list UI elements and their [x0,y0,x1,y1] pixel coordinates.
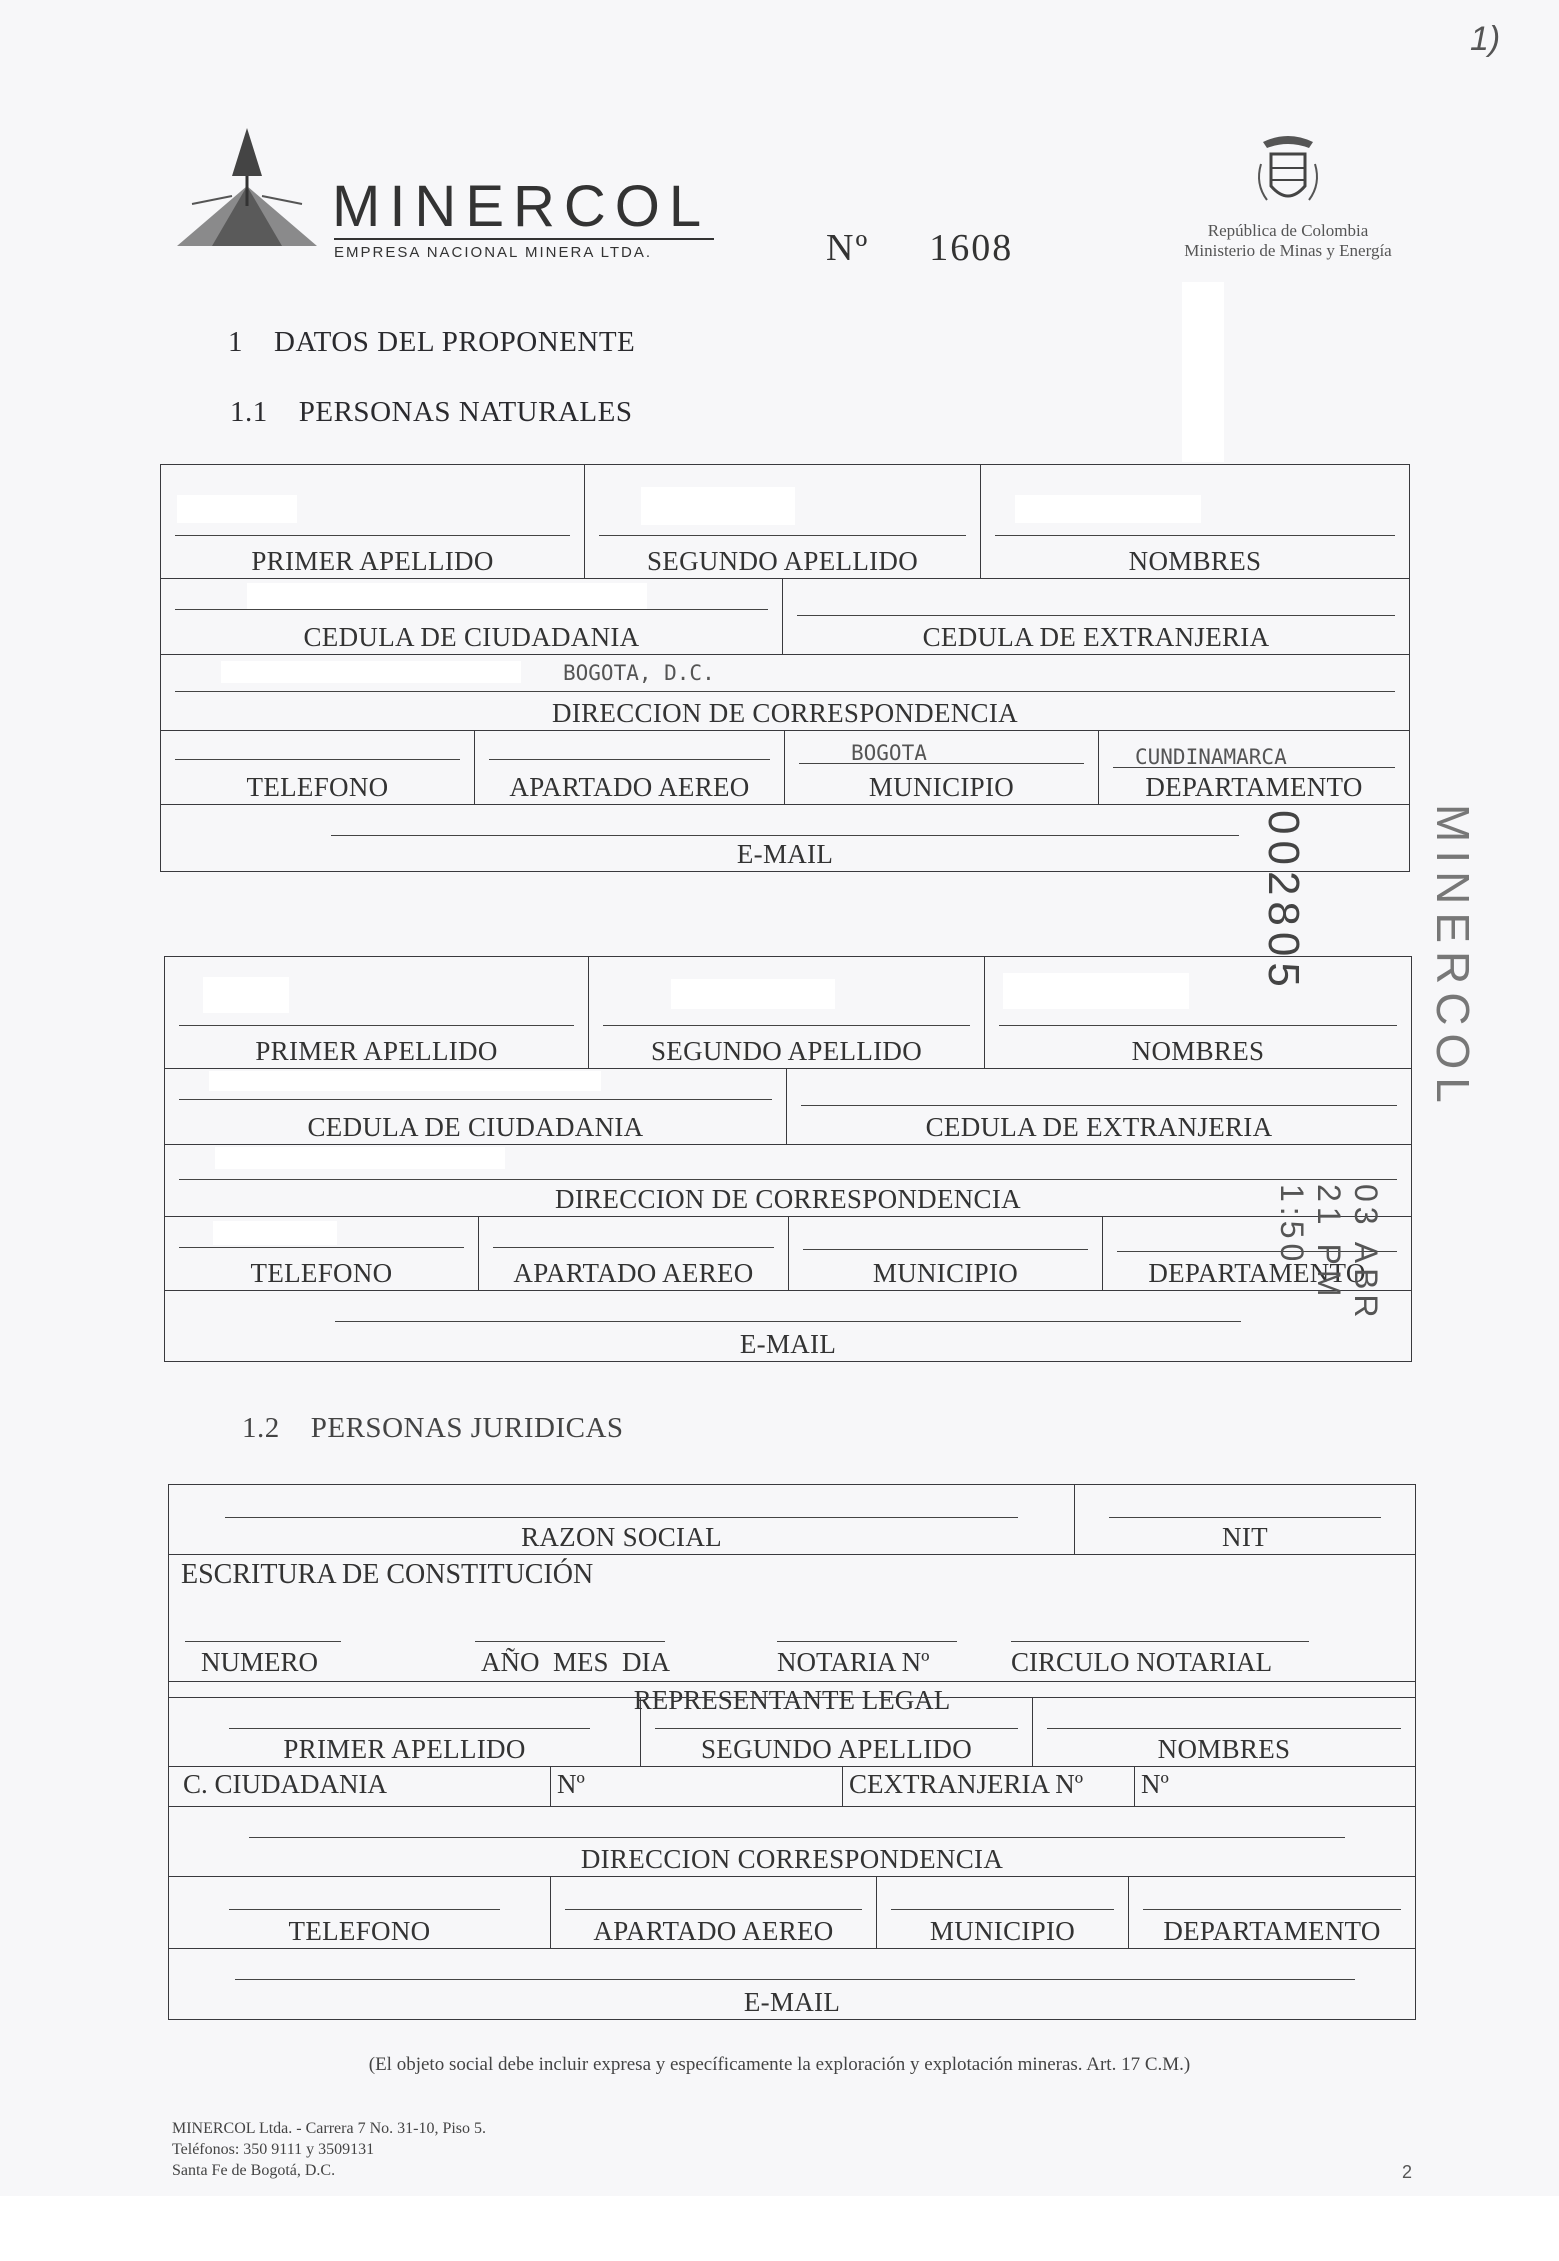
corner-mark: 1) [1470,20,1501,58]
colombia-crest [1168,134,1408,261]
doc-no-label: Nº [826,227,870,269]
nombres-label: NOMBRES [1128,546,1262,576]
cedula-ciudadania-label: CEDULA DE CIUDADANIA [303,622,640,652]
municipio-label-2: MUNICIPIO [872,1258,1019,1288]
serial-stamp: 002805 [1259,810,1308,993]
cedula-extranjeria-label: CEDULA DE EXTRANJERIA [922,622,1270,652]
apartado-label-2: APARTADO AEREO [513,1258,754,1288]
logo-mark-icon [172,126,322,256]
brand-subtitle: EMPRESA NACIONAL MINERA LTDA. [334,244,653,261]
company-stamp: MINERCOL [1427,804,1479,1111]
rep-apartado-label: APARTADO AEREO [593,1916,834,1946]
numero-label: NUMERO [201,1647,319,1677]
nombres-label-2: NOMBRES [1131,1036,1265,1066]
segundo-apellido-label: SEGUNDO APELLIDO [646,546,919,576]
republic-label: República de Colombia [1207,221,1369,240]
date-stamp: 03 ABR 21 PM 1:50 [1274,1184,1384,1323]
rep-nombres-label: NOMBRES [1157,1734,1291,1764]
apartado-label: APARTADO AEREO [509,772,750,802]
segundo-apellido-label-2: SEGUNDO APELLIDO [650,1036,923,1066]
email-label-2: E-MAIL [739,1329,837,1359]
rep-primer-apellido-label: PRIMER APELLIDO [283,1734,526,1764]
brand-name: MINERCOL [332,174,711,239]
ministry-label: Ministerio de Minas y Energía [1184,241,1392,260]
departamento-label: DEPARTAMENTO [1145,772,1363,802]
ciudad-value: BOGOTA, D.C. [563,661,715,685]
telefono-label: TELEFONO [246,772,389,802]
escritura-title: ESCRITURA DE CONSTITUCIÓN [181,1559,594,1590]
c-ciudadania-label: C. CIUDADANIA [183,1769,387,1799]
c-extranjeria-label: CEXTRANJERIA Nº [849,1769,1084,1799]
primer-apellido-label-2: PRIMER APELLIDO [255,1036,498,1066]
cedula-ciudadania-label-2: CEDULA DE CIUDADANIA [307,1112,644,1142]
rep-email-label: E-MAIL [743,1987,841,2017]
email-label: E-MAIL [736,839,834,869]
fecha-label: AÑO MES DIA [481,1647,670,1677]
rep-telefono-label: TELEFONO [288,1916,431,1946]
rep-segundo-apellido-label: SEGUNDO APELLIDO [700,1734,973,1764]
nit-label: NIT [1222,1522,1268,1552]
minercol-logo [172,120,722,260]
rep-municipio-label: MUNICIPIO [929,1916,1076,1946]
document-number [826,226,1013,270]
primer-apellido-label: PRIMER APELLIDO [251,546,494,576]
natural-person-form-1 [160,464,1410,872]
footer-line-3: Santa Fe de Bogotá, D.C. [172,2162,336,2179]
juridical-person-form [168,1484,1416,2020]
doc-no-value: 1608 [929,227,1014,269]
footer-line-1: MINERCOL Ltda. - Carrera 7 No. 31-10, Piso 5. [172,2120,487,2137]
natural-person-form-2 [164,956,1412,1362]
footer-line-2: Teléfonos: 350 9111 y 3509131 [172,2141,375,2158]
c-ciudadania-no-label: Nº [557,1769,585,1799]
coat-of-arms-icon [1253,134,1323,216]
representante-label: REPRESENTANTE LEGAL [633,1685,951,1715]
rep-departamento-label: DEPARTAMENTO [1163,1916,1381,1946]
footer-address [172,2118,486,2181]
direccion-label-2: DIRECCION DE CORRESPONDENCIA [555,1184,1021,1214]
direccion-label: DIRECCION DE CORRESPONDENCIA [552,698,1018,728]
notaria-label: NOTARIA Nº [777,1647,930,1677]
page-number: 2 [1402,2162,1413,2182]
razon-social-label: RAZON SOCIAL [521,1522,722,1552]
municipio-value: BOGOTA [851,741,927,765]
cedula-extranjeria-label-2: CEDULA DE EXTRANJERIA [925,1112,1273,1142]
section-1-1-title: 1.1 PERSONAS NATURALES [230,396,633,428]
rep-direccion-label: DIRECCION CORRESPONDENCIA [580,1844,1004,1874]
departamento-value: CUNDINAMARCA [1135,745,1287,769]
section-1-title: 1 DATOS DEL PROPONENTE [228,326,636,358]
telefono-label-2: TELEFONO [250,1258,393,1288]
c-extranjeria-no-label: Nº [1141,1769,1169,1799]
departamento-label-2: DEPARTAMENTO [1148,1258,1366,1288]
section-1-2-title: 1.2 PERSONAS JURIDICAS [242,1412,624,1444]
legal-note: (El objeto social debe incluir expresa y específicamente la exploración y explotación mineras. Art. 17 C.M.) [368,2054,1191,2075]
circulo-label: CIRCULO NOTARIAL [1011,1647,1273,1677]
municipio-label: MUNICIPIO [868,772,1015,802]
